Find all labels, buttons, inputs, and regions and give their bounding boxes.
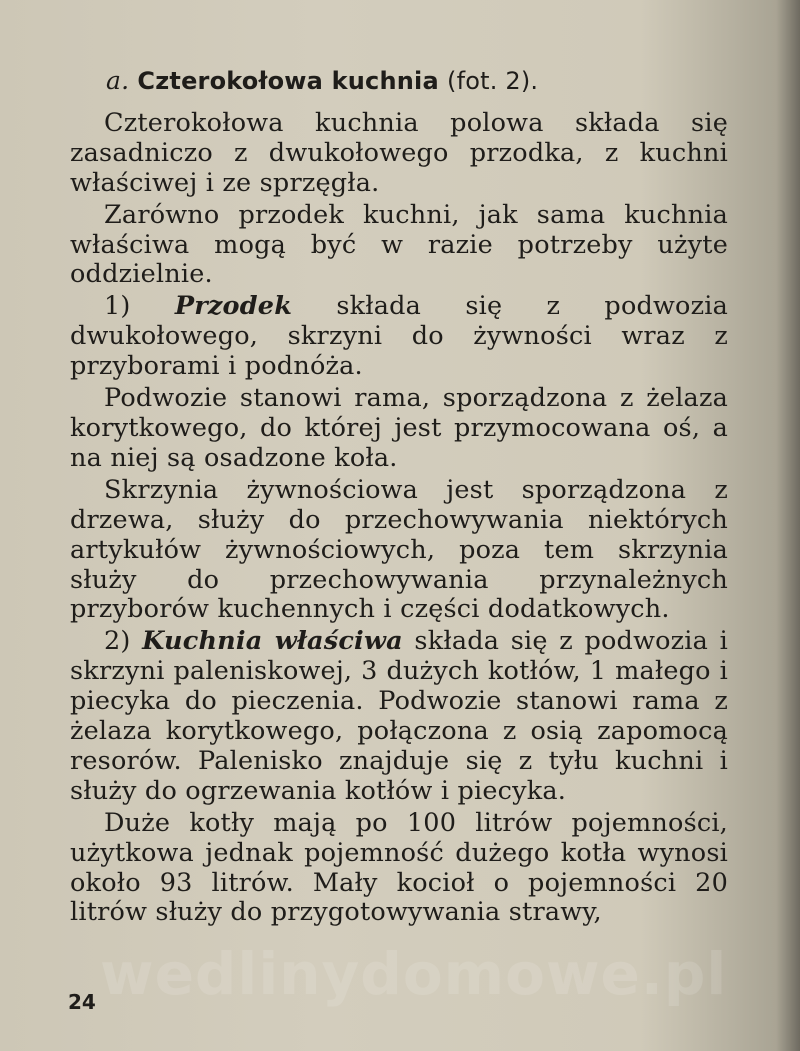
emphasized-term: Przodek xyxy=(174,291,293,322)
section-letter: a. xyxy=(106,66,130,95)
paragraph: Zarówno przodek kuchni, jak sama kuchnia właściwa mogą być w razie potrzeby użyte oddzielnie. xyxy=(70,199,728,290)
page-number: 24 xyxy=(68,990,96,1014)
paragraph: Duże kotły mają po 100 litrów pojemności, użytkowa jednak pojemność dużego kotła wynosi około 93 litrów. Mały kocioł o pojemności 20 litrów służy do przygotowywania strawy, xyxy=(70,807,728,928)
paragraph: Podwozie stanowi rama, sporządzona z żelaza korytkowego, do której jest przymocowana oś, a na niej są osadzone koła. xyxy=(70,383,728,473)
photo-reference: (fot. 2). xyxy=(447,67,539,95)
paragraph: 1) Przodek składa się z podwozia dwukołowego, skrzyni do żywności wraz z przyborami i podnóża. xyxy=(70,291,728,382)
page-text xyxy=(70,66,728,930)
section-heading xyxy=(70,66,728,97)
emphasized-term: Kuchnia właściwa xyxy=(142,626,403,657)
section-title: Czterokołowa kuchnia xyxy=(137,67,439,95)
paragraph: 2) Kuchnia właściwa składa się z podwozia i skrzyni paleniskowej, 3 dużych kotłów, 1 małego i piecyka do pieczenia. Podwozie stanowi rama z żelaza korytkowego, połączona z osią zapomocą resorów. Palenisko znajduje się z tyłu kuchni i służy do ogrzewania kotłów i piecyka. xyxy=(70,626,728,806)
paragraph: Skrzynia żywnościowa jest sporządzona z drzewa, służy do przechowywania niektórych artykułów żywnościowych, poza tem skrzynia służy do przechowywania przynależnych przyborów kuchennych i części dodatkowych. xyxy=(70,474,728,625)
paragraph: Czterokołowa kuchnia polowa składa się zasadniczo z dwukołowego przodka, z kuchni właściwej i ze sprzęgła. xyxy=(70,107,728,198)
watermark: wedlinydomowe.pl xyxy=(100,940,728,1008)
